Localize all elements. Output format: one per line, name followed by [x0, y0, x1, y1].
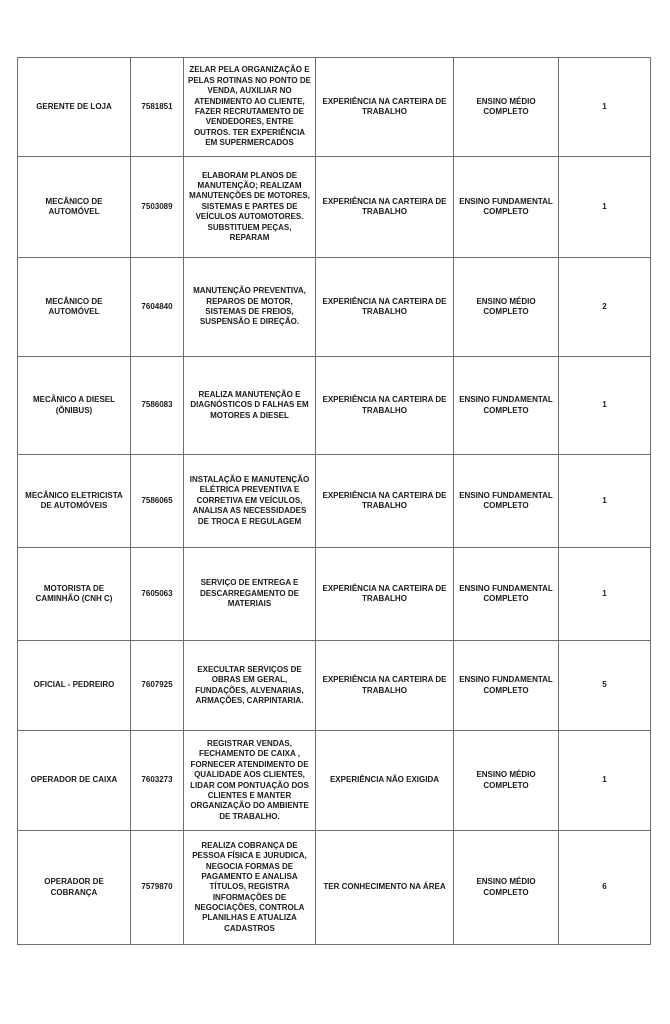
experience-cell: EXPERIÊNCIA NÃO EXIGIDA	[316, 731, 454, 831]
education-cell: ENSINO FUNDAMENTAL COMPLETO	[454, 548, 559, 641]
table-row	[18, 258, 651, 357]
job-code-cell: 7603273	[131, 731, 184, 831]
vacancy-count-cell: 2	[559, 258, 651, 357]
job-code-cell: 7605063	[131, 548, 184, 641]
education-cell: ENSINO FUNDAMENTAL COMPLETO	[454, 357, 559, 455]
vacancy-count-cell: 1	[559, 357, 651, 455]
description-cell: EXECULTAR SERVIÇOS DE OBRAS EM GERAL, FUNDAÇÕES, ALVENARIAS, ARMAÇÕES, CARPINTARIA.	[184, 641, 316, 731]
job-code-cell: 7607925	[131, 641, 184, 731]
job-code-cell: 7581851	[131, 58, 184, 157]
experience-cell: TER CONHECIMENTO NA ÁREA	[316, 831, 454, 945]
education-cell: ENSINO MÉDIO COMPLETO	[454, 731, 559, 831]
job-title-cell: OPERADOR DE CAIXA	[18, 731, 131, 831]
table-row	[18, 58, 651, 157]
table-row	[18, 548, 651, 641]
job-vacancy-table	[17, 57, 651, 945]
description-cell: INSTALAÇÃO E MANUTENÇÃO ELÉTRICA PREVENTIVA E CORRETIVA EM VEÍCULOS, ANALISA AS NECESSIDADES DE TROCA E REGULAGEM	[184, 455, 316, 548]
job-title-cell: OPERADOR DE COBRANÇA	[18, 831, 131, 945]
education-cell: ENSINO MÉDIO COMPLETO	[454, 58, 559, 157]
experience-cell: EXPERIÊNCIA NA CARTEIRA DE TRABALHO	[316, 58, 454, 157]
description-cell: ELABORAM PLANOS DE MANUTENÇÃO; REALIZAM MANUTENÇÕES DE MOTORES, SISTEMAS E PARTES DE VEÍCULOS AUTOMOTORES. SUBSTITUEM PEÇAS, REPARAM	[184, 157, 316, 258]
table-row	[18, 731, 651, 831]
description-cell: ZELAR PELA ORGANIZAÇÃO E PELAS ROTINAS NO PONTO DE VENDA, AUXILIAR NO ATENDIMENTO AO CLIENTE, FAZER RECRUTAMENTO DE VENDEDORES, ENTRE OUTROS. TER EXPERIÊNCIA EM SUPERMERCADOS	[184, 58, 316, 157]
job-code-cell: 7579870	[131, 831, 184, 945]
experience-cell: EXPERIÊNCIA NA CARTEIRA DE TRABALHO	[316, 548, 454, 641]
vacancy-count-cell: 6	[559, 831, 651, 945]
vacancy-count-cell: 1	[559, 157, 651, 258]
vacancy-count-cell: 1	[559, 58, 651, 157]
experience-cell: EXPERIÊNCIA NA CARTEIRA DE TRABALHO	[316, 455, 454, 548]
table-row	[18, 157, 651, 258]
job-title-cell: MOTORISTA DE CAMINHÃO (CNH C)	[18, 548, 131, 641]
vacancy-count-cell: 5	[559, 641, 651, 731]
education-cell: ENSINO FUNDAMENTAL COMPLETO	[454, 455, 559, 548]
table-body	[18, 58, 651, 945]
education-cell: ENSINO FUNDAMENTAL COMPLETO	[454, 157, 559, 258]
vacancy-count-cell: 1	[559, 455, 651, 548]
description-cell: REGISTRAR VENDAS, FECHAMENTO DE CAIXA , FORNECER ATENDIMENTO DE QUALIDADE AOS CLIENTES, LIDAR COM PONTUAÇÃO DOS CLIENTES E MANTER ORGANIZAÇÃO DO AMBIENTE DE TRABALHO.	[184, 731, 316, 831]
job-title-cell: MECÂNICO DE AUTOMÓVEL	[18, 258, 131, 357]
job-code-cell: 7586065	[131, 455, 184, 548]
education-cell: ENSINO MÉDIO COMPLETO	[454, 831, 559, 945]
job-title-cell: MECÂNICO DE AUTOMÓVEL	[18, 157, 131, 258]
vacancy-count-cell: 1	[559, 548, 651, 641]
job-title-cell: OFICIAL - PEDREIRO	[18, 641, 131, 731]
job-code-cell: 7586083	[131, 357, 184, 455]
table-row	[18, 357, 651, 455]
vacancy-count-cell: 1	[559, 731, 651, 831]
experience-cell: EXPERIÊNCIA NA CARTEIRA DE TRABALHO	[316, 258, 454, 357]
job-title-cell: MECÂNICO A DIESEL (ÔNIBUS)	[18, 357, 131, 455]
table-row	[18, 831, 651, 945]
job-code-cell: 7604840	[131, 258, 184, 357]
description-cell: REALIZA MANUTENÇÃO E DIAGNÓSTICOS D FALHAS EM MOTORES A DIESEL	[184, 357, 316, 455]
description-cell: REALIZA COBRANÇA DE PESSOA FÍSICA E JURUDICA, NEGOCIA FORMAS DE PAGAMENTO E ANALISA TÍTULOS, REGISTRA INFORMAÇÕES DE NEGOCIAÇÕES, CONTROLA PLANILHAS E ATUALIZA CADASTROS	[184, 831, 316, 945]
experience-cell: EXPERIÊNCIA NA CARTEIRA DE TRABALHO	[316, 357, 454, 455]
description-cell: MANUTENÇÃO PREVENTIVA, REPAROS DE MOTOR, SISTEMAS DE FREIOS, SUSPENSÃO E DIREÇÃO.	[184, 258, 316, 357]
education-cell: ENSINO MÉDIO COMPLETO	[454, 258, 559, 357]
experience-cell: EXPERIÊNCIA NA CARTEIRA DE TRABALHO	[316, 157, 454, 258]
job-title-cell: MECÂNICO ELETRICISTA DE AUTOMÓVEIS	[18, 455, 131, 548]
experience-cell: EXPERIÊNCIA NA CARTEIRA DE TRABALHO	[316, 641, 454, 731]
job-code-cell: 7503089	[131, 157, 184, 258]
job-title-cell: GERENTE DE LOJA	[18, 58, 131, 157]
table-row	[18, 641, 651, 731]
description-cell: SERVIÇO DE ENTREGA E DESCARREGAMENTO DE MATERIAIS	[184, 548, 316, 641]
table-row	[18, 455, 651, 548]
education-cell: ENSINO FUNDAMENTAL COMPLETO	[454, 641, 559, 731]
